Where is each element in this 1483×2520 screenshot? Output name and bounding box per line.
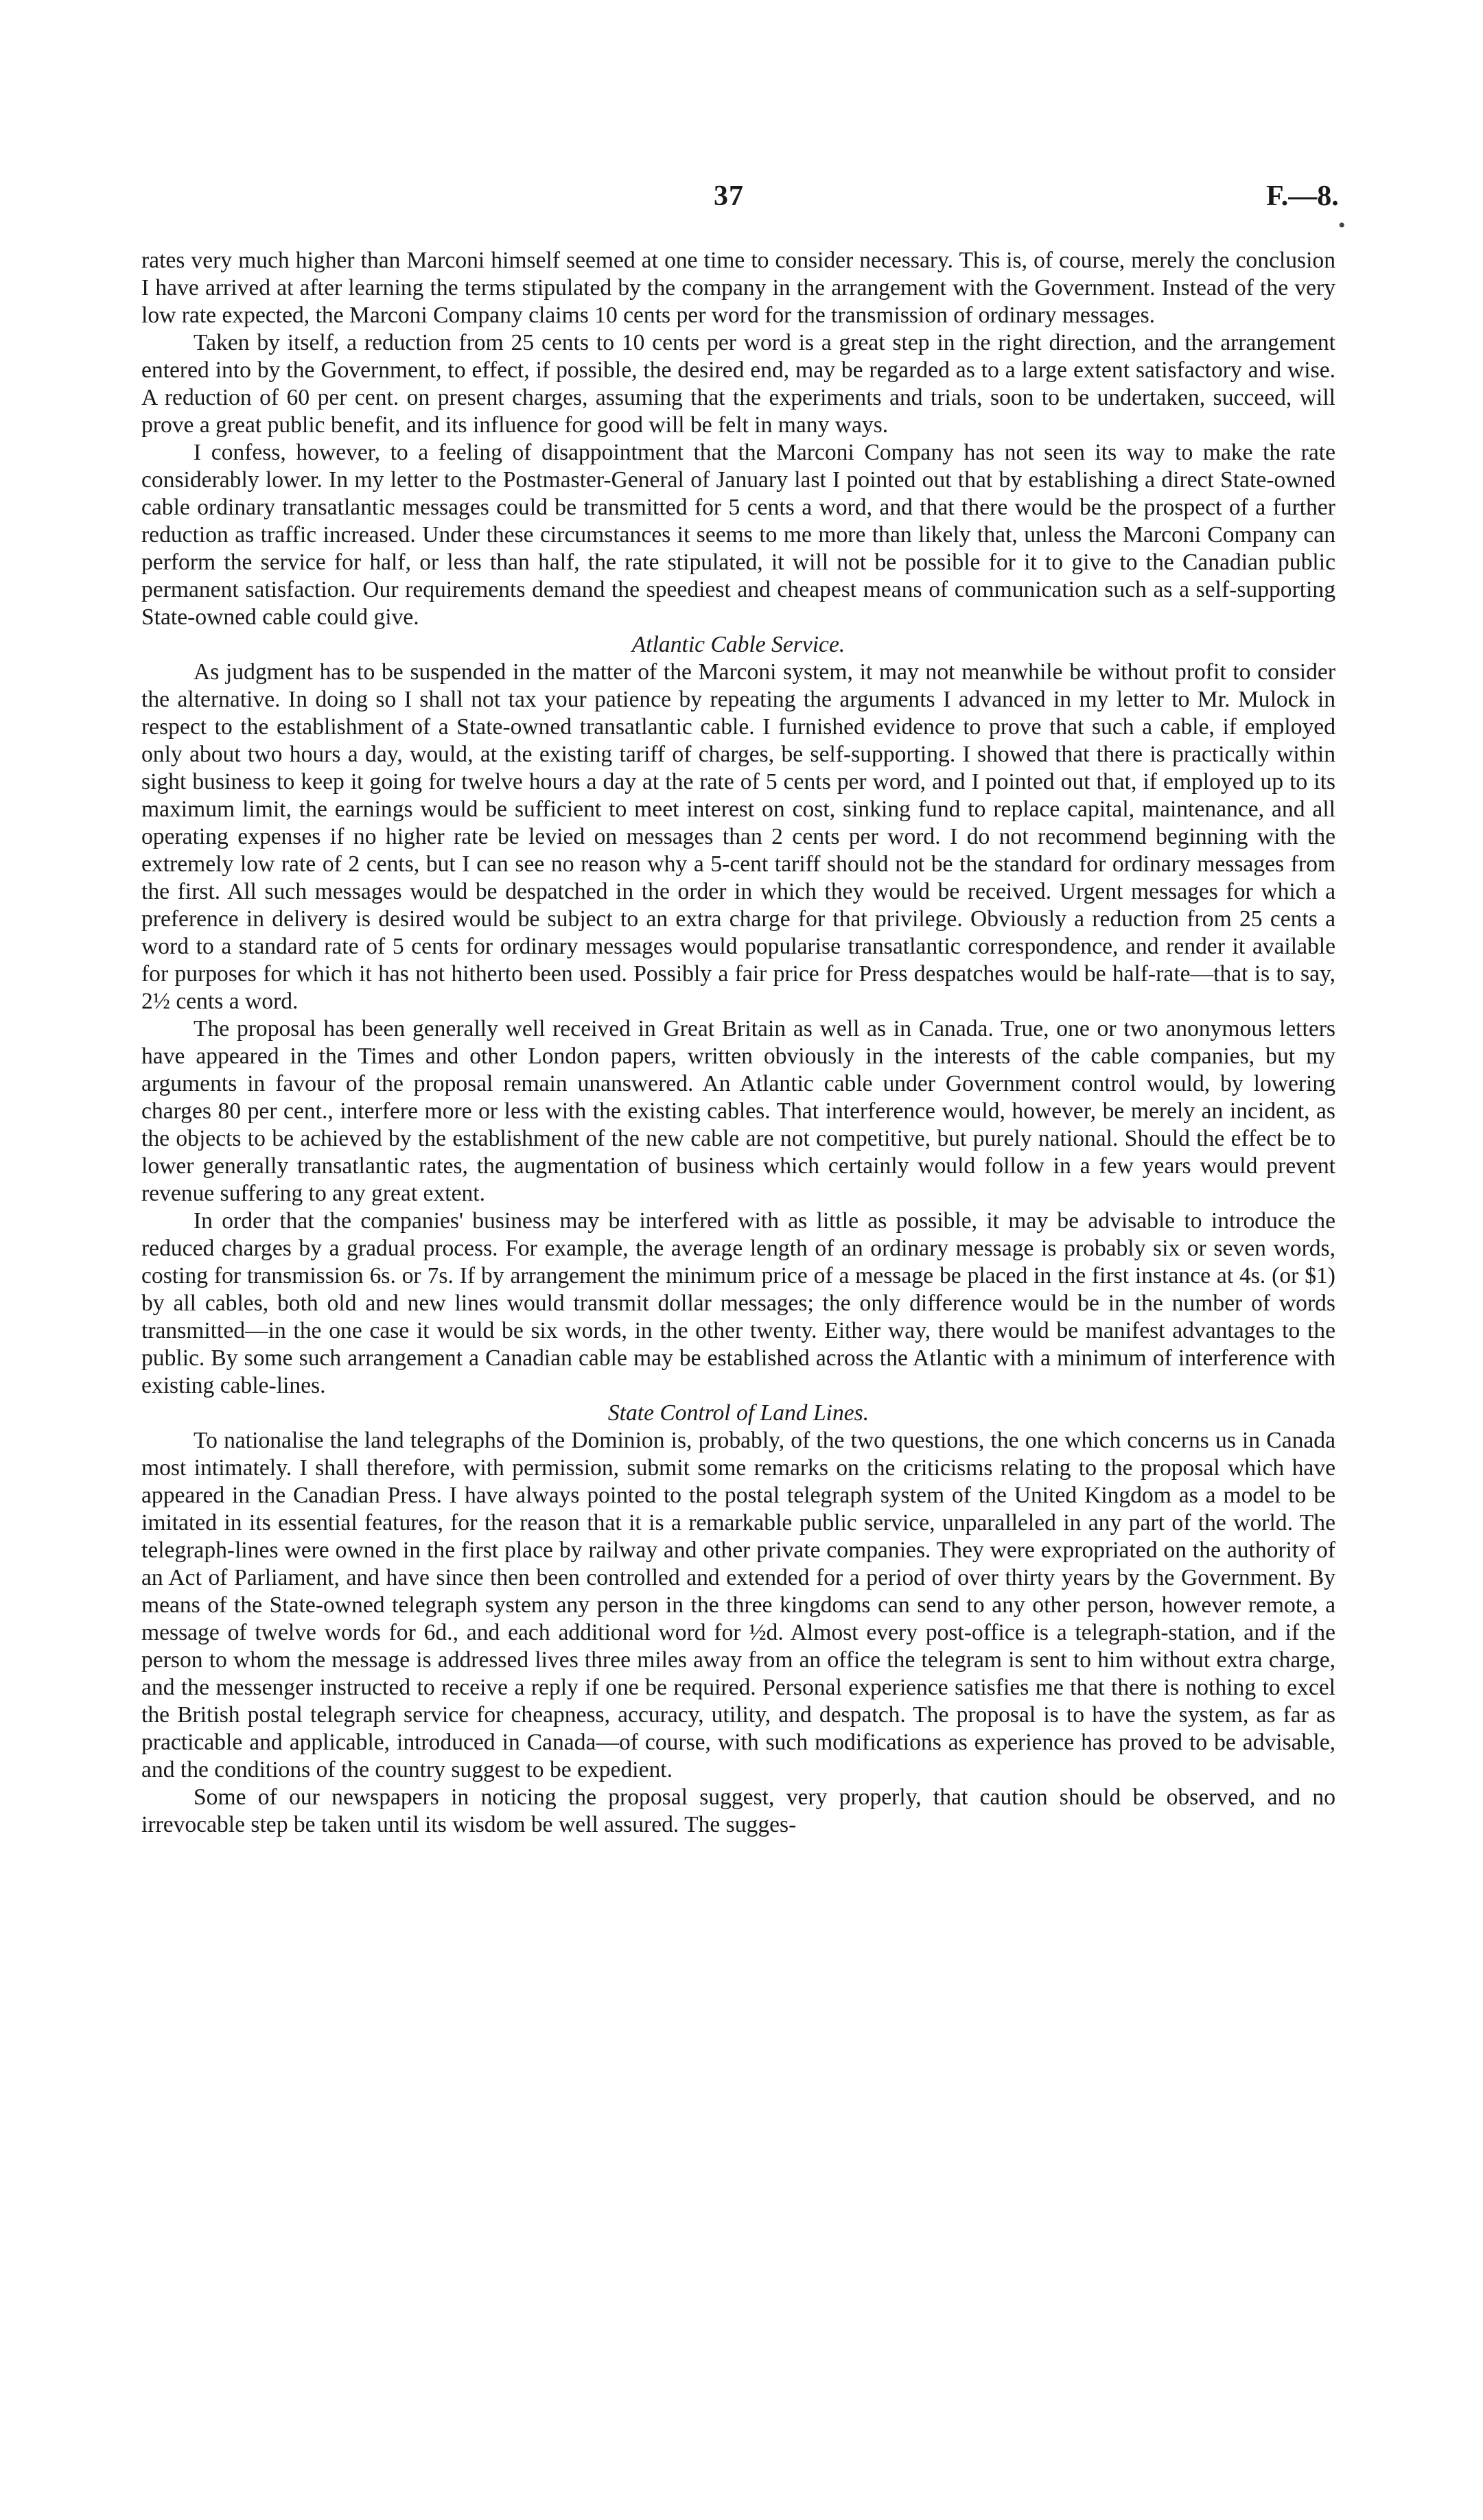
paragraph: The proposal has been generally well received in Great Britain as well as in Canada. True, one or two anonymous letters have appeared in the Times and other London papers, written obviously in the interests of the cable companies, but my arguments in favour of the proposal remain unanswered. An Atlantic cable under Government control would, by lowering charges 80 per cent., interfere more or less with the existing cables. That interference would, however, be merely an incident, as the objects to be achieved by the establishment of the new cable are not competitive, but purely national. Should the effect be to lower generally transatlantic rates, the augmentation of business which certainly would follow in a few years would prevent revenue suffering to any great extent.	[141, 1016, 1335, 1206]
page-number: 37	[714, 180, 744, 212]
paragraph: As judgment has to be suspended in the matter of the Marconi system, it may not meanwhile be without profit to consider the alternative. In doing so I shall not tax your patience by repeating the arguments I advanced in my letter to Mr. Mulock in respect to the establishment of a State-owned transatlantic cable. I furnished evidence to prove that such a cable, if employed only about two hours a day, would, at the existing tariff of charges, be self-supporting. I showed that there is practically within sight business to keep it going for twelve hours a day at the rate of 5 cents per word, and I pointed out that, if employed up to its maximum limit, the earnings would be sufficient to meet interest on cost, sinking fund to replace capital, maintenance, and all operating expenses if no higher rate be levied on messages than 2 cents per word. I do not recommend beginning with the extremely low rate of 2 cents, but I can see no reason why a 5-cent tariff should not be the standard for ordinary messages from the first. All such messages would be despatched in the order in which they would be received. Urgent messages for which a preference in delivery is desired would be subject to an extra charge for that privilege. Obviously a reduction from 25 cents a word to a standard rate of 5 cents for ordinary messages would popularise transatlantic correspondence, and render it available for purposes for which it has not hitherto been used. Possibly a fair price for Press despatches would be half-rate—that is to say, 2½ cents a word.	[141, 659, 1335, 1014]
paragraph: Some of our newspapers in noticing the proposal suggest, very properly, that caution should be observed, and no irrevocable step be taken until its wisdom be well assured. The sugges-	[141, 1785, 1335, 1837]
paragraph: rates very much higher than Marconi himself seemed at one time to consider necessary. This is, of course, merely the conclusion I have arrived at after learning the terms stipulated by the company in the arrangement with the Government. Instead of the very low rate expected, the Marconi Company claims 10 cents per word for the transmission of ordinary messages.	[141, 248, 1335, 328]
margin-dot-mark: •	[1338, 214, 1346, 237]
paragraph: I confess, however, to a feeling of disappointment that the Marconi Company has not seen its way to make the rate considerably lower. In my letter to the Postmaster-General of January last I pointed out that by establishing a direct State-owned cable ordinary transatlantic messages could be transmitted for 5 cents a word, and that there would be the prospect of a further reduction as traffic increased. Under these circumstances it seems to me more than likely that, unless the Marconi Company can perform the service for half, or less than half, the rate stipulated, it will not be possible for it to give to the Canadian public permanent satisfaction. Our requirements demand the speediest and cheapest means of communication such as a self-supporting State-owned cable could give.	[141, 440, 1335, 630]
section-heading-atlantic-cable: Atlantic Cable Service.	[631, 632, 845, 657]
document-reference: F.—8.	[1266, 180, 1339, 212]
paragraph: In order that the companies' business may be interfered with as little as possible, it may be advisable to introduce the reduced charges by a gradual process. For example, the average length of an ordinary message is probably six or seven words, costing for transmission 6s. or 7s. If by arrangement the minimum price of a message be placed in the first instance at 4s. (or $1) by all cables, both old and new lines would transmit dollar messages; the only difference would be in the number of words transmitted—in the one case it would be six words, in the other twenty. Either way, there would be manifest advantages to the public. By some such arrangement a Canadian cable may be established across the Atlantic with a minimum of interference with existing cable-lines.	[141, 1208, 1335, 1398]
page-header	[0, 180, 1483, 221]
paragraph: Taken by itself, a reduction from 25 cents to 10 cents per word is a great step in the right direction, and the arrangement entered into by the Government, to effect, if possible, the desired end, may be regarded as to a large extent satisfactory and wise. A reduction of 60 per cent. on present charges, assuming that the experiments and trials, soon to be undertaken, succeed, will prove a great public benefit, and its influence for good will be felt in many ways.	[141, 330, 1335, 438]
section-heading-land-lines: State Control of Land Lines.	[607, 1400, 869, 1426]
paragraph: To nationalise the land telegraphs of the Dominion is, probably, of the two questions, the one which concerns us in Canada most intimately. I shall therefore, with permission, submit some remarks on the criticisms relating to the proposal which have appeared in the Canadian Press. I have always pointed to the postal telegraph system of the United Kingdom as a model to be imitated in its essential features, for the reason that it is a remarkable public service, unparalleled in any part of the world. The telegraph-lines were owned in the first place by railway and other private companies. They were expropriated on the authority of an Act of Parliament, and have since then been controlled and extended for a period of over thirty years by the Government. By means of the State-owned telegraph system any person in the three kingdoms can send to any other person, however remote, a message of twelve words for 6d., and each additional word for ½d. Almost every post-office is a telegraph-station, and if the person to whom the message is addressed lives three miles away from an office the telegram is sent to him without extra charge, and the messenger instructed to receive a reply if one be required. Personal experience satisfies me that there is nothing to excel the British postal telegraph service for cheapness, accuracy, utility, and despatch. The proposal is to have the system, as far as practicable and applicable, introduced in Canada—of course, with such modifications as experience has proved to be advisable, and the conditions of the country suggest to be expedient.	[141, 1428, 1335, 1782]
document-body	[141, 247, 1335, 1839]
